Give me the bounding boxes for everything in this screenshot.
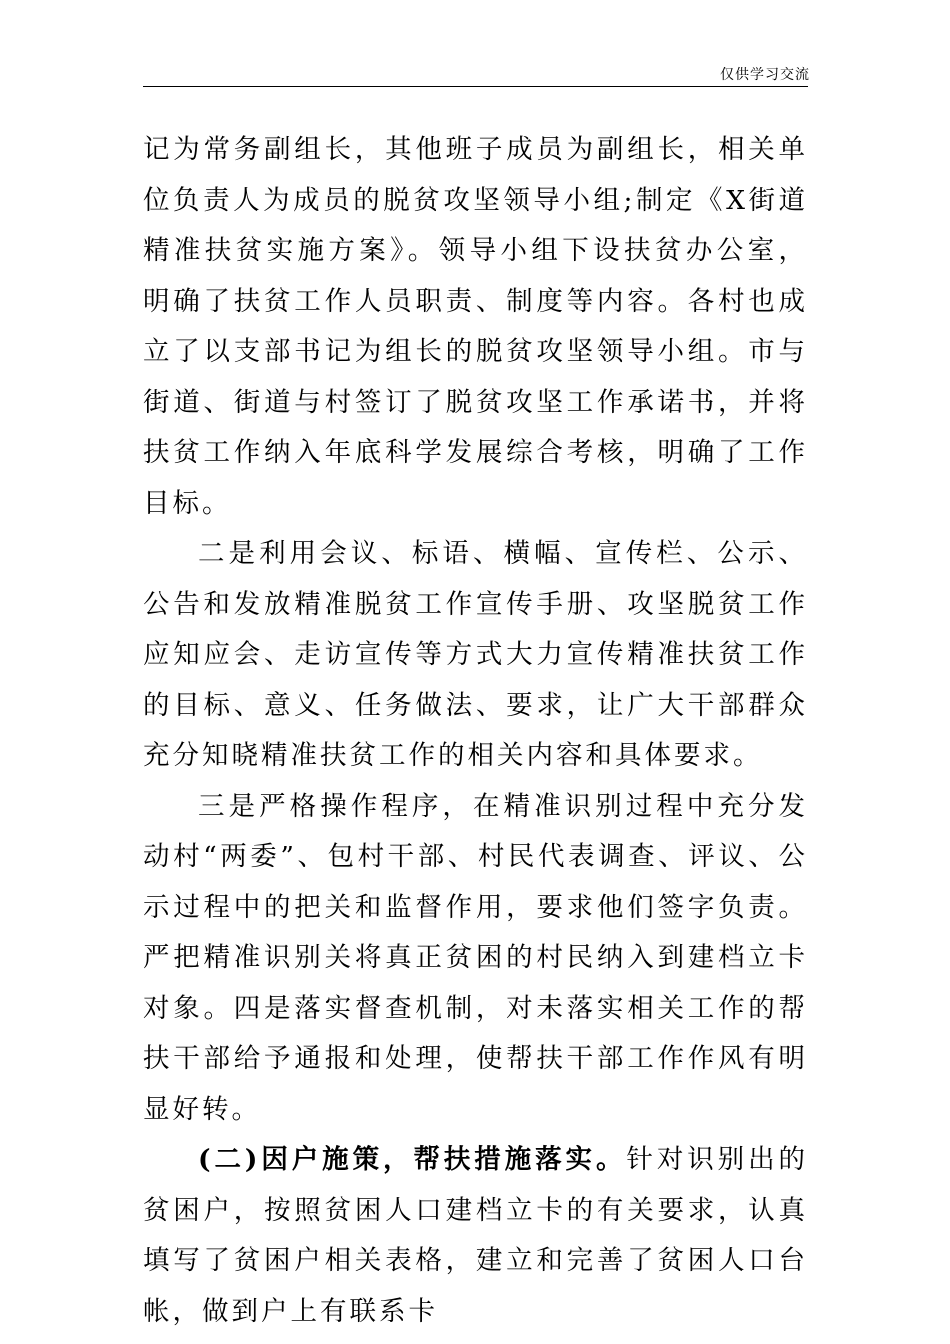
- page-body: [143, 125, 808, 1337]
- header-note: 仅供学习交流: [720, 67, 810, 83]
- paragraph-continuation: 记为常务副组长，其他班子成员为副组长，相关单位负责人为成员的脱贫攻坚领导小组;制定《X街道精准扶贫实施方案》。领导小组下设扶贫办公室，明确了扶贫工作人员职责、制度等内容。各村也成立了以支部书记为组长的脱贫攻坚领导小组。市与街道、街道与村签订了脱贫攻坚工作承诺书，并将扶贫工作纳入年底科学发展综合考核，明确了工作目标。: [143, 134, 808, 519]
- header-divider: [143, 86, 808, 87]
- section-text: 针对识别出的贫困户，按照贫困人口建档立卡的有关要求，认真填写了贫困户相关表格，建立和完善了贫困人口台帐，做到户上有联系卡: [143, 1144, 809, 1327]
- section-heading: (二)因户施策，帮扶措施落实。: [198, 1144, 627, 1175]
- paragraph-publicity: 二是利用会议、标语、横幅、宣传栏、公示、公告和发放精准脱贫工作宣传手册、攻坚脱贫工作应知应会、走访宣传等方式大力宣传精准扶贫工作的目标、意义、任务做法、要求，让广大干部群众充分知晓精准扶贫工作的相关内容和具体要求。: [143, 538, 808, 771]
- paragraph-section-two: [143, 1135, 808, 1337]
- paragraph-procedure: 三是严格操作程序，在精准识别过程中充分发动村“两委”、包村干部、村民代表调查、评议、公示过程中的把关和监督作用，要求他们签字负责。严把精准识别关将真正贫困的村民纳入到建档立卡对象。四是落实督查机制，对未落实相关工作的帮扶干部给予通报和处理，使帮扶干部工作作风有明显好转。: [143, 790, 808, 1125]
